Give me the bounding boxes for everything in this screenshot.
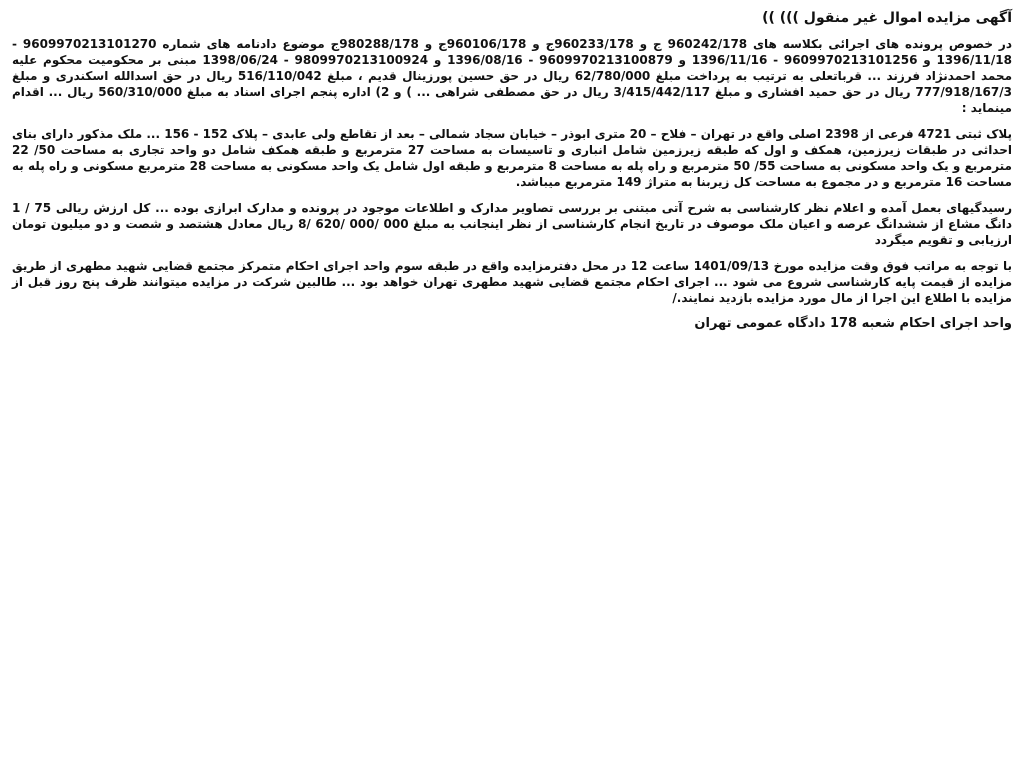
notice-paragraph-2: پلاک ثبتی 4721 فرعی از 2398 اصلی واقع در تهران – فلاح – 20 متری ابوذر – خیابان سجاد شمالی – بعد از تقاطع ولی عابدی – پلاک 152 - 156 ... ملک مذکور دارای بنای احداثی در طبقات زیرزمین، همکف و اول که طبقه زیرزمین شامل انباری و تاسیسات به مساحت 27 مترمربع و طبقه همکف شامل دو واحد تجاری به مساحت 50/ 22 مترمربع و یک واحد مسکونی به مساحت 55/ 50 مترمربع و راه پله به مساحت 8 مترمربع و طبقه اول شامل یک واحد مسکونی به مساحت 28 مترمربع مسکونی و راه پله به مساحت 16 مترمربع و در مجموع به مساحت کل زیربنا به متراژ 149 مترمربع میباشد. <box>12 127 1013 189</box>
notice-paragraph-4: با توجه به مراتب فوق وقت مزایده مورخ 1401/09/13 ساعت 12 در محل دفترمزایده واقع در طبقه سوم واحد اجرای احکام متمرکز مجتمع قضایی شهید مطهری از طریق مزایده از قیمت پایه کارشناسی شروع می شود ... اجرای احکام مجتمع قضایی شهید مطهری تهران خواهد بود ... طالبین شرکت در مزایده میتوانند ظرف پنج روز قبل از مزایده با اطلاع این اجرا از مال مورد مزایده بازدید نمایند./ <box>12 259 1013 305</box>
notice-signature: واحد اجرای احکام شعبه 178 دادگاه عمومی تهران <box>694 316 1012 331</box>
notice-paragraph-3: رسیدگیهای بعمل آمده و اعلام نظر کارشناسی به شرح آتی مبتنی بر بررسی تصاویر مدارک و اطلاعات موجود در پرونده و مدارک ابرازی بوده ... کل ارزش ریالی 75 / 1 دانگ مشاع از ششدانگ عرصه و اعیان ملک موصوف در تاریخ انجام کارشناسی از نظر اینجانب به مبلغ 000 /000 /620 /8 ریال معادل هشتصد و شصت و دو میلیون تومان ارزیابی و تقویم میگردد <box>12 201 1013 247</box>
notice-paragraph-1: در خصوص پرونده های اجرائی بکلاسه های 960242/178 ج و 960233/178ج و 960106/178ج و 980288/178ج موضوع دادنامه های شماره 9609970213101270 - 1396/11/18 و 9609970213101256 - 1396/11/16 و 9609970213100879 - 1396/08/16 و 9809970213100924 - 1398/06/24 مبنی بر محکومیت محکوم علیه محمد احمدنژاد فرزند ... قرباتعلی به ترتیب به پرداخت مبلغ 62/780/000 ریال در حق حسین پورزینال قدیم ، مبلغ 516/110/042 ریال در حق اسدالله اسکندری و مبلغ 777/918/167/3 ریال در حق حمید افشاری و مبلغ 3/415/442/117 ریال در حق مصطفی شراهی ... ) و 2) اداره پنجم اجرای اسناد به مبلغ 560/310/000 ریال ... اقدام مینماید : <box>12 37 1013 115</box>
notice-title: آگهی مزایده اموال غیر منقول ))) )) <box>762 10 1012 26</box>
